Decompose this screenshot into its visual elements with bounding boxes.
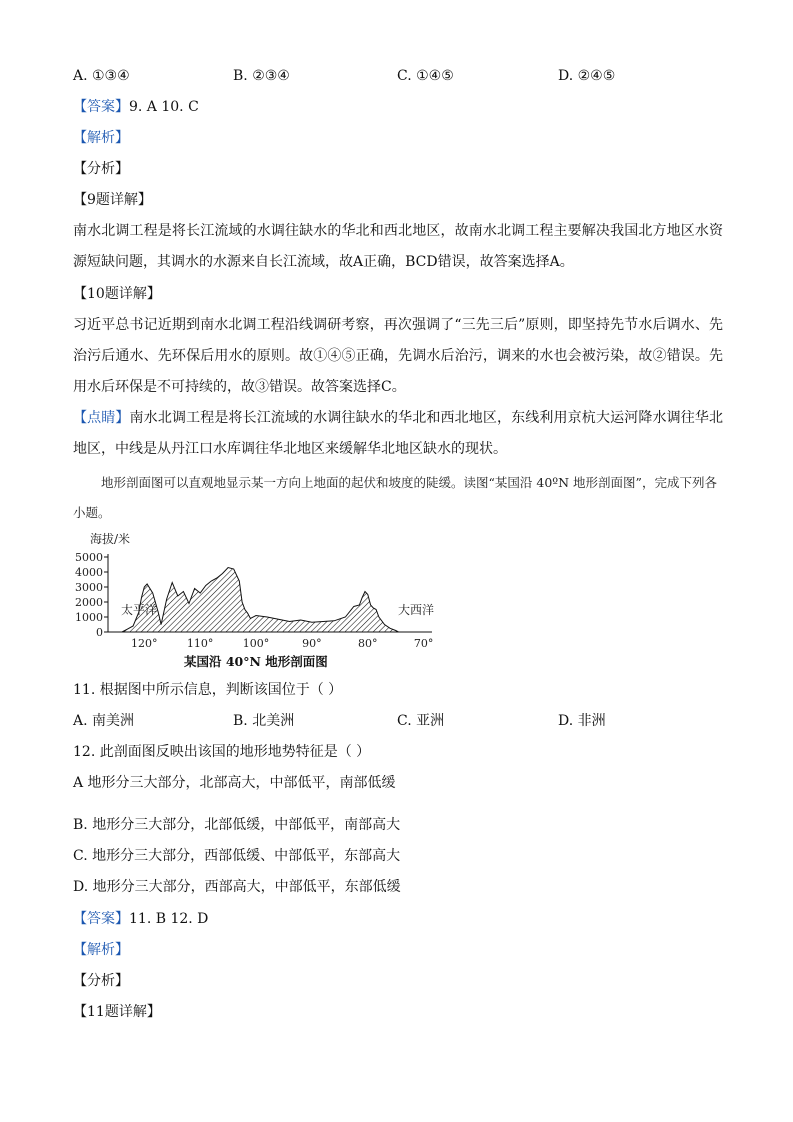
y-tick-label: 0 [96,626,103,639]
answer-11-12 [73,909,208,929]
q11-stem: 11. 根据图中所示信息，判断该国位于（ ） [73,682,343,698]
dianjing-text: 南水北调工程是将长江流域的水调往缺水的华北和西北地区，东线利用京杭大运河降水调往华北地区，中线是从丹江口水库调往华北地区来缓解华北地区缺水的现状。 [73,410,724,457]
q11-option-d: D. 非洲 [558,713,606,729]
q10-explanation: 习近平总书记近期到南水北调工程沿线调研考察，再次强调了“三先三后”原则，即坚持先节水后调水、先治污后通水、先环保后用水的原则。故①④⑤正确，先调水后治污，调来的水也会被污染，故②错误。先用水后环保是不可持续的，故③错误。故答案选择C。 [73,317,723,395]
fenxi-label-2: 【分析】 [73,973,129,989]
atlantic-label: 大西洋 [398,603,435,617]
q12-option-d: D. 地形分三大部分，西部高大，中部低平，东部低缓 [73,879,401,895]
q11-label: 【11题详解】 [73,1004,161,1020]
chart-title: 某国沿 40°N 地形剖面图 [184,654,328,669]
analysis-label-2: 【解析】 [73,942,129,958]
option-b: B. ②③④ [233,68,290,84]
y-tick-label: 3000 [75,581,103,594]
x-tick-label: 70° [413,637,434,650]
option-a: A. ①③④ [73,68,130,84]
answer-text-2: 11. B 12. D [129,911,209,927]
q9-explanation: 南水北调工程是将长江流域的水调往缺水的华北和西北地区，故南水北调工程主要解决我国北方地区水资源短缺问题，其调水的水源来自长江流域，故A正确，BCD错误，故答案选择A。 [73,223,723,270]
answer-9-10 [73,97,199,117]
answer-text: 9. A 10. C [129,99,199,115]
option-c: C. ①④⑤ [397,68,454,84]
terrain-profile-chart [60,526,460,674]
terrain-profile-area [122,568,399,633]
q11-option-c: C. 亚洲 [397,713,445,729]
y-tick-label: 2000 [75,596,103,609]
y-tick-label: 4000 [75,566,103,579]
q12-stem: 12. 此剖面图反映出该国的地形地势特征是（ ） [73,744,371,760]
q12-option-a: A 地形分三大部分，北部高大，中部低平，南部低缓 [73,775,396,791]
q10-label: 【10题详解】 [73,286,161,302]
dianjing-tag: 【点睛】 [73,410,130,426]
dianjing [73,403,723,465]
x-tick-label: 120° [131,637,158,650]
option-d: D. ②④⑤ [558,68,616,84]
q12-option-b: B. 地形分三大部分，北部低缓，中部低平，南部高大 [73,817,401,833]
answer-tag: 【答案】 [73,99,129,115]
question-intro [73,468,723,528]
q11-option-b: B. 北美洲 [233,713,295,729]
answer-tag-2: 【答案】 [73,911,129,927]
fenxi-label: 【分析】 [73,161,129,177]
x-tick-label: 100° [242,637,270,650]
y-tick-label: 5000 [75,551,103,564]
q11-option-a: A. 南美洲 [73,713,135,729]
q9-label: 【9题详解】 [73,192,152,208]
y-axis-label: 海拔/米 [90,532,131,546]
q12-option-c: C. 地形分三大部分，西部低缓、中部低平，东部高大 [73,848,401,864]
x-tick-label: 110° [186,637,214,650]
intro-text: 地形剖面图可以直观地显示某一方向上地面的起伏和坡度的陡缓。读图“某国沿 40ºN 地形剖面图”，完成下列各小题。 [73,475,717,520]
x-tick-label: 90° [302,637,322,650]
pacific-label: 太平洋 [121,603,158,617]
y-tick-label: 1000 [75,611,103,624]
analysis-label: 【解析】 [73,130,129,146]
x-tick-label: 80° [358,637,378,650]
